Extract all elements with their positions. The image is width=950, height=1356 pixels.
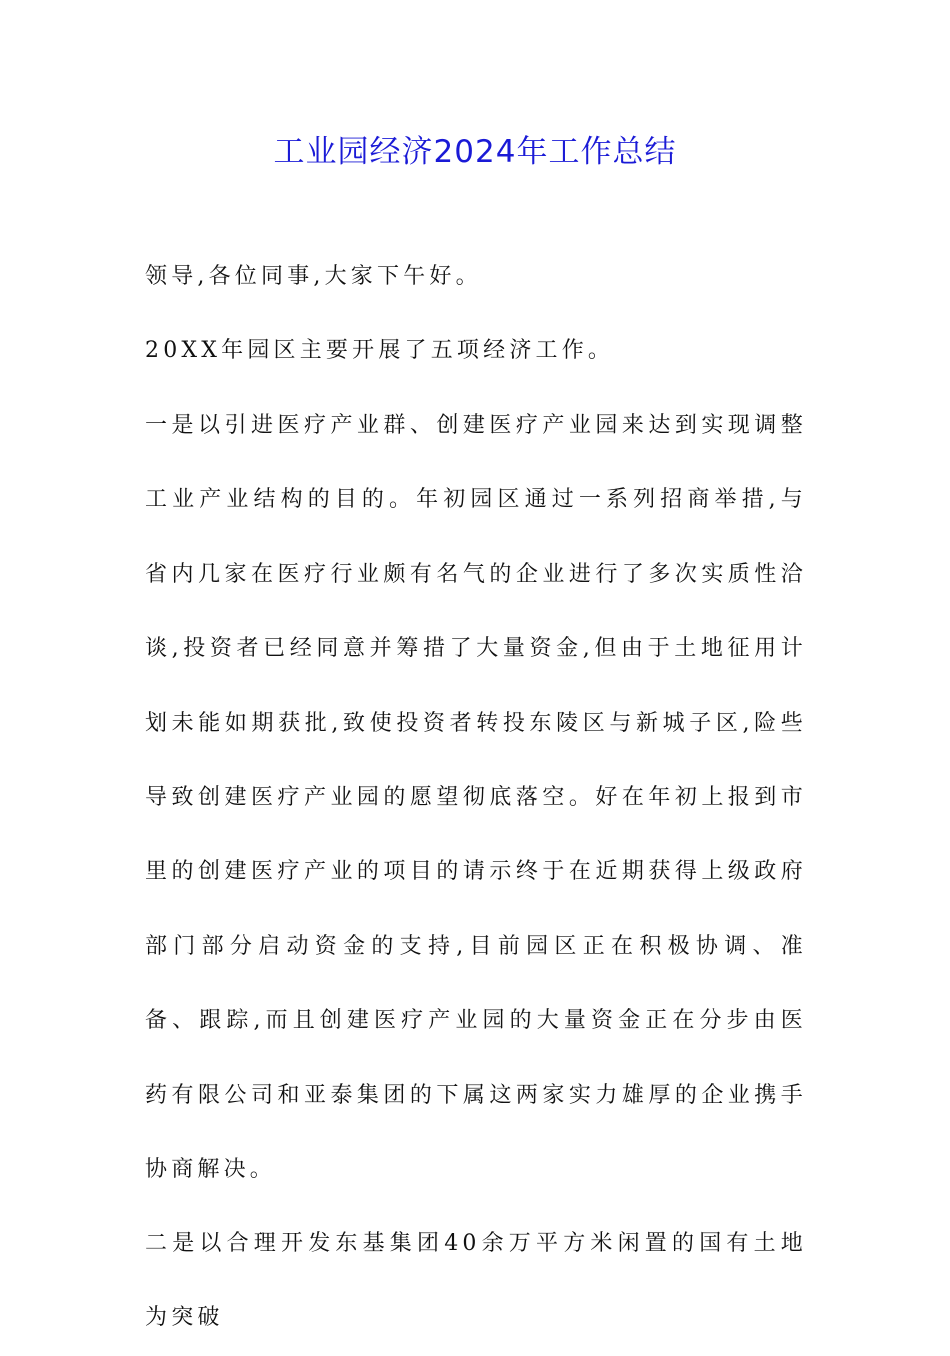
paragraph-second-item: 二是以合理开发东基集团40余万平方米闲置的国有土地为突破 xyxy=(145,1231,807,1331)
paragraph-intro: 20XX年园区主要开展了五项经济工作。 xyxy=(145,338,615,363)
document-title: 工业园经济2024年工作总结 xyxy=(273,134,677,170)
paragraph-greeting: 领导,各位同事,大家下午好。 xyxy=(145,264,482,289)
paragraph-first-item: 一是以引进医疗产业群、创建医疗产业园来达到实现调整工业产业结构的目的。年初园区通过一系列招商举措,与省内几家在医疗行业颇有名气的企业进行了多次实质性洽谈,投资者已经同意并筹措了大量资金,但由于土地征用计划未能如期获批,致使投资者转投东陵区与新城子区,险些导致创建医疗产业园的愿望彻底落空。好在年初上报到市里的创建医疗产业的项目的请示终于在近期获得上级政府部门部分启动资金的支持,目前园区正在积极协调、准备、跟踪,而且创建医疗产业园的大量资金正在分步由医药有限公司和亚泰集团的下属这两家实力雄厚的企业携手协商解决。 xyxy=(145,413,807,1183)
